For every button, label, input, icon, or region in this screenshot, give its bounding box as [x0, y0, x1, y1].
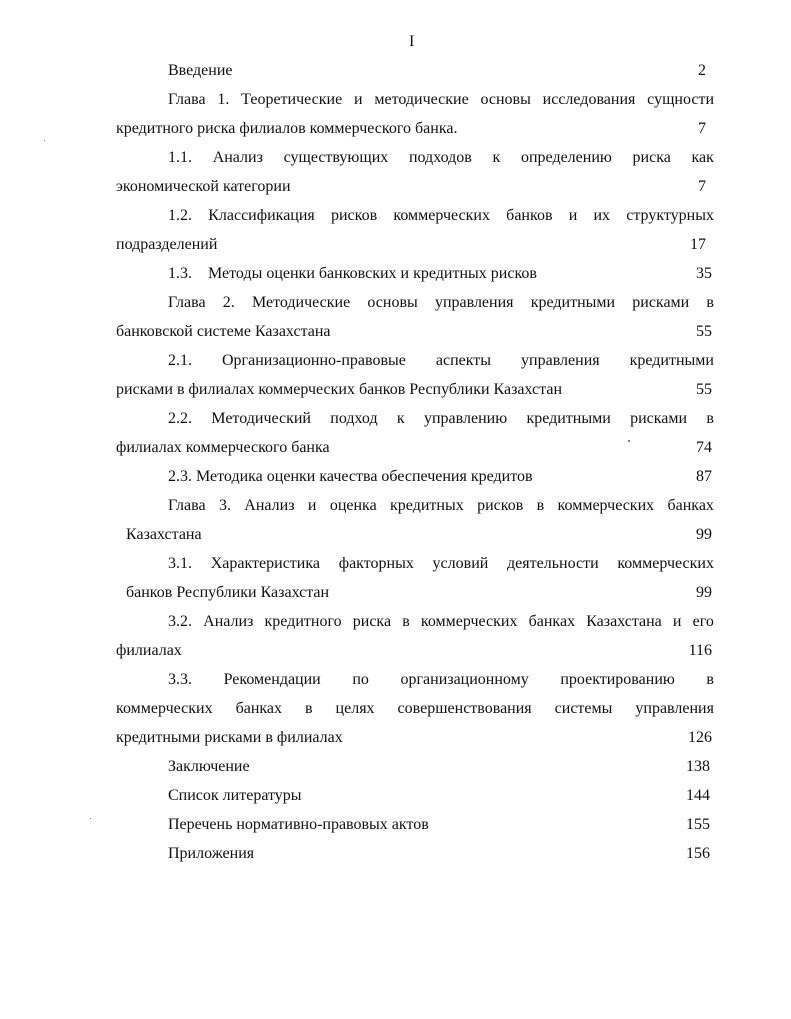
- toc-ch1-line1: Глава 1. Теоретические и методические основы исследования сущности: [168, 91, 714, 108]
- toc-s2-3-title: 2.3. Методика оценки качества обеспечения кредитов: [168, 468, 533, 485]
- toc-s3-1-page: 99: [696, 584, 712, 601]
- toc-ch2-page: 55: [696, 323, 712, 340]
- scan-speck: [628, 440, 630, 442]
- toc-s2-2-page: 74: [696, 439, 712, 456]
- toc-conclusion-title: Заключение: [168, 758, 250, 775]
- toc-s2-2-line2: филиалах коммерческого банка: [116, 439, 330, 456]
- toc-legal-acts-page: 155: [686, 816, 710, 833]
- toc-ch2-line2: банковской системе Казахстана: [116, 323, 331, 340]
- toc-conclusion-page: 138: [686, 758, 710, 775]
- toc-s3-3-line2: коммерческих банках в целях совершенствования системы управления: [116, 700, 714, 717]
- toc-s1-2-page: 17: [690, 236, 706, 253]
- toc-s2-3-page: 87: [696, 468, 712, 485]
- toc-appendices-page: 156: [686, 845, 710, 862]
- toc-ch3-line2: Казахстана: [126, 526, 202, 543]
- toc-s3-2-line2: филиалах: [116, 642, 182, 659]
- toc-s2-1-line2: рисками в филиалах коммерческих банков Республики Казахстан: [116, 381, 562, 398]
- toc-s3-3-line1: 3.3. Рекомендации по организационному проектированию в: [168, 671, 714, 688]
- toc-legal-acts-title: Перечень нормативно-правовых актов: [168, 816, 429, 833]
- toc-s1-1-line1: 1.1. Анализ существующих подходов к определению риска как: [168, 149, 714, 166]
- toc-s2-1-page: 55: [696, 381, 712, 398]
- toc-s2-1-line1: 2.1. Организационно-правовые аспекты управления кредитными: [168, 352, 714, 369]
- toc-intro-page: 2: [698, 62, 706, 79]
- toc-s3-2-line1: 3.2. Анализ кредитного риска в коммерческих банках Казахстана и его: [168, 613, 714, 630]
- toc-s3-1-line1: 3.1. Характеристика факторных условий деятельности коммерческих: [168, 555, 714, 572]
- toc-intro-title: Введение: [168, 62, 233, 79]
- toc-ch3-line1: Глава 3. Анализ и оценка кредитных рисков в коммерческих банках: [168, 497, 714, 514]
- toc-s1-1-line2: экономической категории: [116, 178, 291, 195]
- toc-ch3-page: 99: [696, 526, 712, 543]
- scan-speck: [90, 818, 91, 819]
- toc-ch1-line2: кредитного риска филиалов коммерческого банка.: [116, 120, 458, 137]
- toc-s1-2-line1: 1.2. Классификация рисков коммерческих банков и их структурных: [168, 207, 714, 224]
- toc-s3-1-line2: банков Республики Казахстан: [126, 584, 330, 601]
- toc-s1-3-title: 1.3. Методы оценки банковских и кредитных рисков: [168, 265, 537, 282]
- toc-s3-3-line3: кредитными рисками в филиалах: [116, 729, 343, 746]
- toc-appendices-title: Приложения: [168, 845, 255, 862]
- toc-s3-3-page: 126: [688, 729, 712, 746]
- page-mark: I: [409, 33, 415, 50]
- toc-s1-3-page: 35: [696, 265, 712, 282]
- toc-s1-1-page: 7: [698, 178, 706, 195]
- toc-references-page: 144: [686, 787, 710, 804]
- scan-speck: [44, 140, 45, 141]
- toc-s1-2-line2: подразделений: [116, 236, 218, 253]
- toc-ch1-page: 7: [698, 120, 706, 137]
- toc-s3-2-page: 116: [688, 642, 712, 659]
- toc-ch2-line1: Глава 2. Методические основы управления кредитными рисками в: [168, 294, 714, 311]
- toc-s2-2-line1: 2.2. Методический подход к управлению кредитными рисками в: [168, 410, 714, 427]
- toc-references-title: Список литературы: [168, 787, 302, 804]
